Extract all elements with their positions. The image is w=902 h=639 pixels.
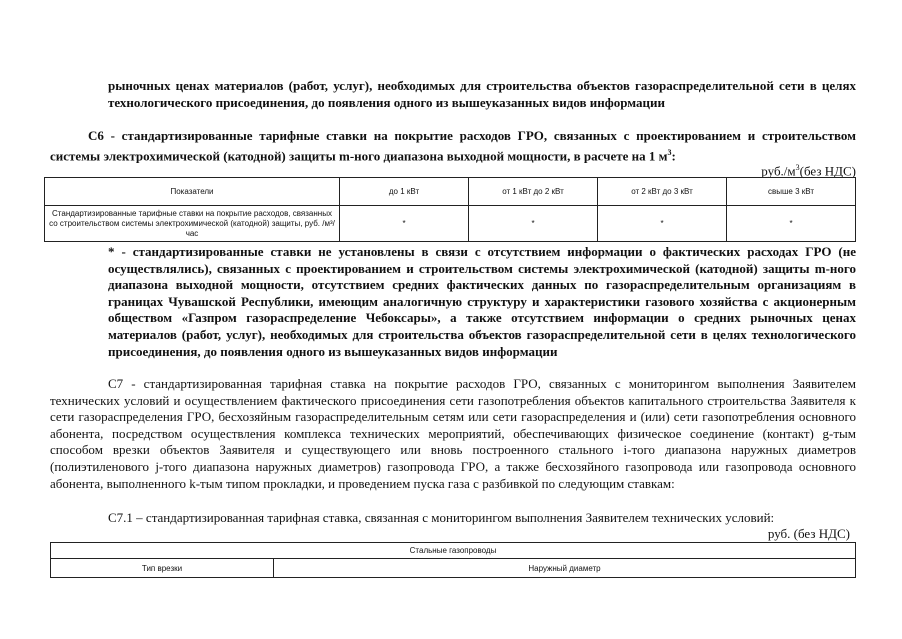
- table-header: Показатели: [45, 178, 340, 206]
- c6-heading: С6 - стандартизированные тарифные ставки на покрытие расходов ГРО, связанных с проектированием и строительством системы электрохимической (катодной) защиты m-ного диапазона выходной мощности, в расчете на 1 $м^3$:: [50, 128, 856, 163]
- table-header: свыше 3 кВт: [727, 178, 856, 206]
- c7-paragraph: С7 - стандартизированная тарифная ставка на покрытие расходов ГРО, связанных с мониторингом выполнения Заявителем технических условий и осуществлением фактического присоединения сети газопотребления объектов капитального строительства Заявителя к сети газораспределения ГРО, бесхозяйным газораспределительным сетям или сети газораспределения и (или) сети газопотребления основного абонента, посредством осуществления комплекса технических мероприятий, обеспечивающих физическое соединение (контакт) g-тым способом врезки объектов Заявителя и существующего или вновь построенного стального i-того диапазона наружных диаметров (полиэтиленового j-того диапазона наружных диаметров) газопровода ГРО, а также бесхозяйного газопровода или газопровода основного абонента, выполненного k-тым типом прокладки, и проведением пуска газа с разбивкой по следующим ставкам:: [50, 376, 856, 491]
- table-header-row: [51, 543, 856, 559]
- c71-unit: руб. (без НДС): [767, 526, 850, 541]
- table-header: от 2 кВт до 3 кВт: [598, 178, 727, 206]
- continuation-paragraph: рыночных ценах материалов (работ, услуг), необходимых для строительства объектов газораспределительной сети в целях технологического присоединения, до появления одного из вышеуказанных видов информации: [108, 78, 856, 110]
- c71-heading: С7.1 – стандартизированная тарифная ставка, связанная с мониторингом выполнения Заявителем технических условий:: [108, 510, 775, 525]
- table-row: [45, 206, 856, 242]
- table-header-row: [45, 178, 856, 206]
- row-label: Стандартизированные тарифные ставки на покрытие расходов, связанных со строительством системы электрохимической (катодной) защиты, руб. /м³/час: [45, 206, 340, 242]
- table-header-row: [51, 559, 856, 578]
- table-header: Тип врезки: [51, 559, 274, 578]
- table-cell: *: [469, 206, 598, 242]
- c6-rates-table: [44, 177, 856, 242]
- table-header: до 1 кВт: [340, 178, 469, 206]
- table-cell: *: [598, 206, 727, 242]
- table-group-header: Стальные газопроводы: [51, 543, 856, 559]
- c6-unit: $руб./м^3(без$ НДС): [761, 163, 856, 179]
- table-cell: *: [727, 206, 856, 242]
- table-cell: *: [340, 206, 469, 242]
- c6-footnote: * - стандартизированные ставки не установлены в связи с отсутствием информации о фактических расходах ГРО (не осуществлялись), связанных с проектированием и строительством системы электрохимической (катодной) защиты m-ного диапазона выходной мощности, отсутствием средних фактических данных по газораспределительным организациям в границах Чувашской Республики, имеющим аналогичную структуру и характеристики газового хозяйства с акционерным обществом «Газпром газораспределение Чебоксары», а также отсутствием информации о средних рыночных ценах материалов (работ, услуг), необходимых для строительства объектов газораспределительной сети в целях технологического присоединения, до появления одного из вышеуказанных видов информации: [108, 244, 856, 359]
- c71-table: [50, 542, 856, 578]
- table-header: Наружный диаметр: [274, 559, 856, 578]
- table-header: от 1 кВт до 2 кВт: [469, 178, 598, 206]
